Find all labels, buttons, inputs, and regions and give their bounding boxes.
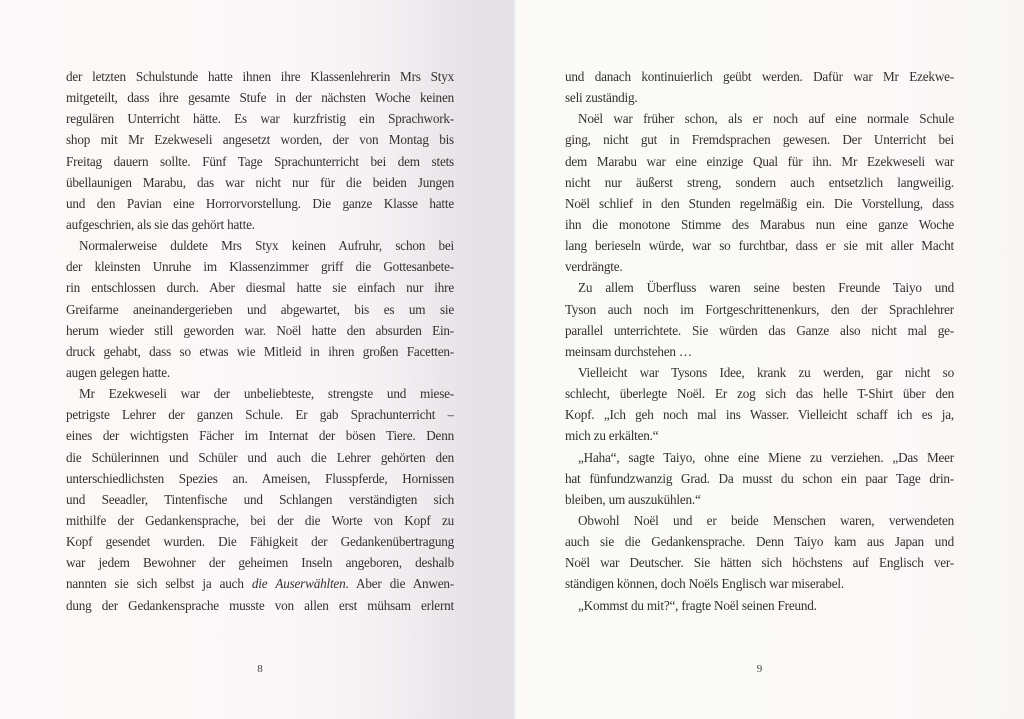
text-line: Noël war früher schon, als er noch auf eine normale Schule xyxy=(578,111,954,127)
text-line: und danach kontinuierlich geübt werden. Dafür war Mr Ezekwe- xyxy=(565,69,954,84)
text-line: Noël schlief in den Stunden regelmäßig ein. Die Vorstellung, dass xyxy=(565,195,954,211)
text-line: „Haha“, sagte Taiyo, ohne eine Miene zu verziehen. „Das Meer xyxy=(578,449,954,465)
text-line: Zu allem Überfluss waren seine besten Freunde Taiyo und xyxy=(578,280,954,296)
text-line: lang berieseln würde, war so furchtbar, dass er sie mit aller Macht xyxy=(565,238,954,254)
text-line: schlecht, überlegte Noël. Er zog sich das helle T-Shirt über den xyxy=(565,386,954,402)
text-line: Vielleicht war Tysons Idee, krank zu werden, gar nicht so xyxy=(578,364,954,380)
text-line: bleiben, um auszukühlen.“ xyxy=(565,491,701,507)
text-line: nannten sie sich selbst ja auch die Auserwählten. Aber die Anwen- xyxy=(66,576,454,592)
text-line: druck gehabt, dass so etwas wie Mitleid in ihren großen Facetten- xyxy=(66,343,454,359)
text-line: war jedem Bewohner der geheimen Inseln angeboren, deshalb xyxy=(66,555,454,571)
text-line: übellaunigen Marabu, das war nicht nur für die beiden Jungen xyxy=(66,174,454,190)
text-line: seli zuständig. xyxy=(565,90,638,106)
page-right-text-block xyxy=(565,66,954,616)
text-line: unterschiedlichsten Spezies an. Ameisen, Flusspferde, Hornissen xyxy=(66,470,454,486)
text-line: Greifarme aneinandergerieben und abgewartet, bis es um sie xyxy=(66,301,454,317)
text-line: Mr Ezekweseli war der unbeliebteste, strengste und miese- xyxy=(79,386,454,402)
text-line: Normalerweise duldete Mrs Styx keinen Aufruhr, schon bei xyxy=(79,238,454,254)
text-line: ging, nicht gut in Fremdsprachen gewesen. Der Unterricht bei xyxy=(565,132,954,148)
text-line: mithilfe der Gedankensprache, bei der die Worte von Kopf zu xyxy=(66,512,454,528)
text-line: Tyson auch noch im Fortgeschrittenenkurs, den der Sprachlehrer xyxy=(565,301,954,317)
text-line: und den Pavian eine Horrorvorstellung. Die ganze Klasse hatte xyxy=(66,195,454,211)
text-line: Kopf gesendet wurden. Die Fähigkeit der Gedankenübertragung xyxy=(66,534,454,550)
text-line: eines der wichtigsten Fächer im Internat der bösen Tiere. Denn xyxy=(66,428,454,444)
text-line: der kleinsten Unruhe im Klassenzimmer griff die Gottesanbete- xyxy=(66,259,454,275)
page-number-right: 9 xyxy=(756,663,763,675)
text-line: die Schülerinnen und Schüler und auch die Lehrer gehörten den xyxy=(66,449,454,465)
text-line: Kopf. „Ich geh noch mal ins Wasser. Vielleicht schaff ich es ja, xyxy=(565,407,954,423)
text-line: auch sie die Gedankensprache. Denn Taiyo kam aus Japan und xyxy=(565,534,954,550)
text-line: dung der Gedankensprache musste von allen erst mühsam erlernt xyxy=(66,597,454,613)
text-line: herum wieder still geworden war. Noël hatte den absurden Ein- xyxy=(66,322,454,338)
text-line: regulären Unterricht hätte. Es war kurzfristig ein Sprachwork- xyxy=(66,111,454,127)
page-number-left: 8 xyxy=(257,663,263,675)
page-right xyxy=(518,0,1024,719)
text-line: mich zu erkälten.“ xyxy=(565,428,659,444)
text-line: Obwohl Noël und er beide Menschen waren, verwendeten xyxy=(578,512,954,528)
text-line: mitgeteilt, dass ihre gesamte Stufe in der nächsten Woche keinen xyxy=(66,90,454,106)
text-line: verdrängte. xyxy=(565,259,623,275)
text-line: aufgeschrien, als sie das gehört hatte. xyxy=(66,216,255,232)
text-line: shop mit Mr Ezekweseli angesetzt worden, der von Montag bis xyxy=(66,132,454,148)
page-left-text-block xyxy=(66,66,454,616)
text-line: und Seeadler, Tintenfische und Schlangen verständigten sich xyxy=(66,491,454,507)
text-line: augen gelegen hatte. xyxy=(66,364,171,380)
text-line: parallel unterrichtete. Sie würden das Ganze also nicht mal ge- xyxy=(565,322,954,338)
text-line: Freitag dauern sollte. Fünf Tage Sprachunterricht bei dem stets xyxy=(66,153,454,169)
text-line: dem Marabu war eine einzige Qual für ihn. Mr Ezekweseli war xyxy=(565,153,954,169)
text-line: rin entschlossen durch. Aber diesmal hatte sie einfach nur ihre xyxy=(66,280,454,296)
text-line: ihn die monotone Stimme des Marabus nun eine ganze Woche xyxy=(565,216,954,232)
text-line: Noël war Deutscher. Sie hätten sich höchstens auf Englisch ver- xyxy=(565,555,954,571)
text-line: meinsam durchstehen … xyxy=(565,343,692,359)
text-line: „Kommst du mit?“, fragte Noël seinen Freund. xyxy=(578,597,817,613)
text-line: ständigen können, doch Noëls Englisch war miserabel. xyxy=(565,576,844,592)
text-line: hat fünfundzwanzig Grad. Da musst du schon ein paar Tage drin- xyxy=(565,470,954,486)
text-line: nicht nur äußerst streng, sondern auch entsetzlich langweilig. xyxy=(565,174,954,190)
text-line: der letzten Schulstunde hatte ihnen ihre Klassenlehrerin Mrs Styx xyxy=(66,69,454,84)
text-line: petrigste Lehrer der ganzen Schule. Er gab Sprachunterricht – xyxy=(66,407,454,423)
